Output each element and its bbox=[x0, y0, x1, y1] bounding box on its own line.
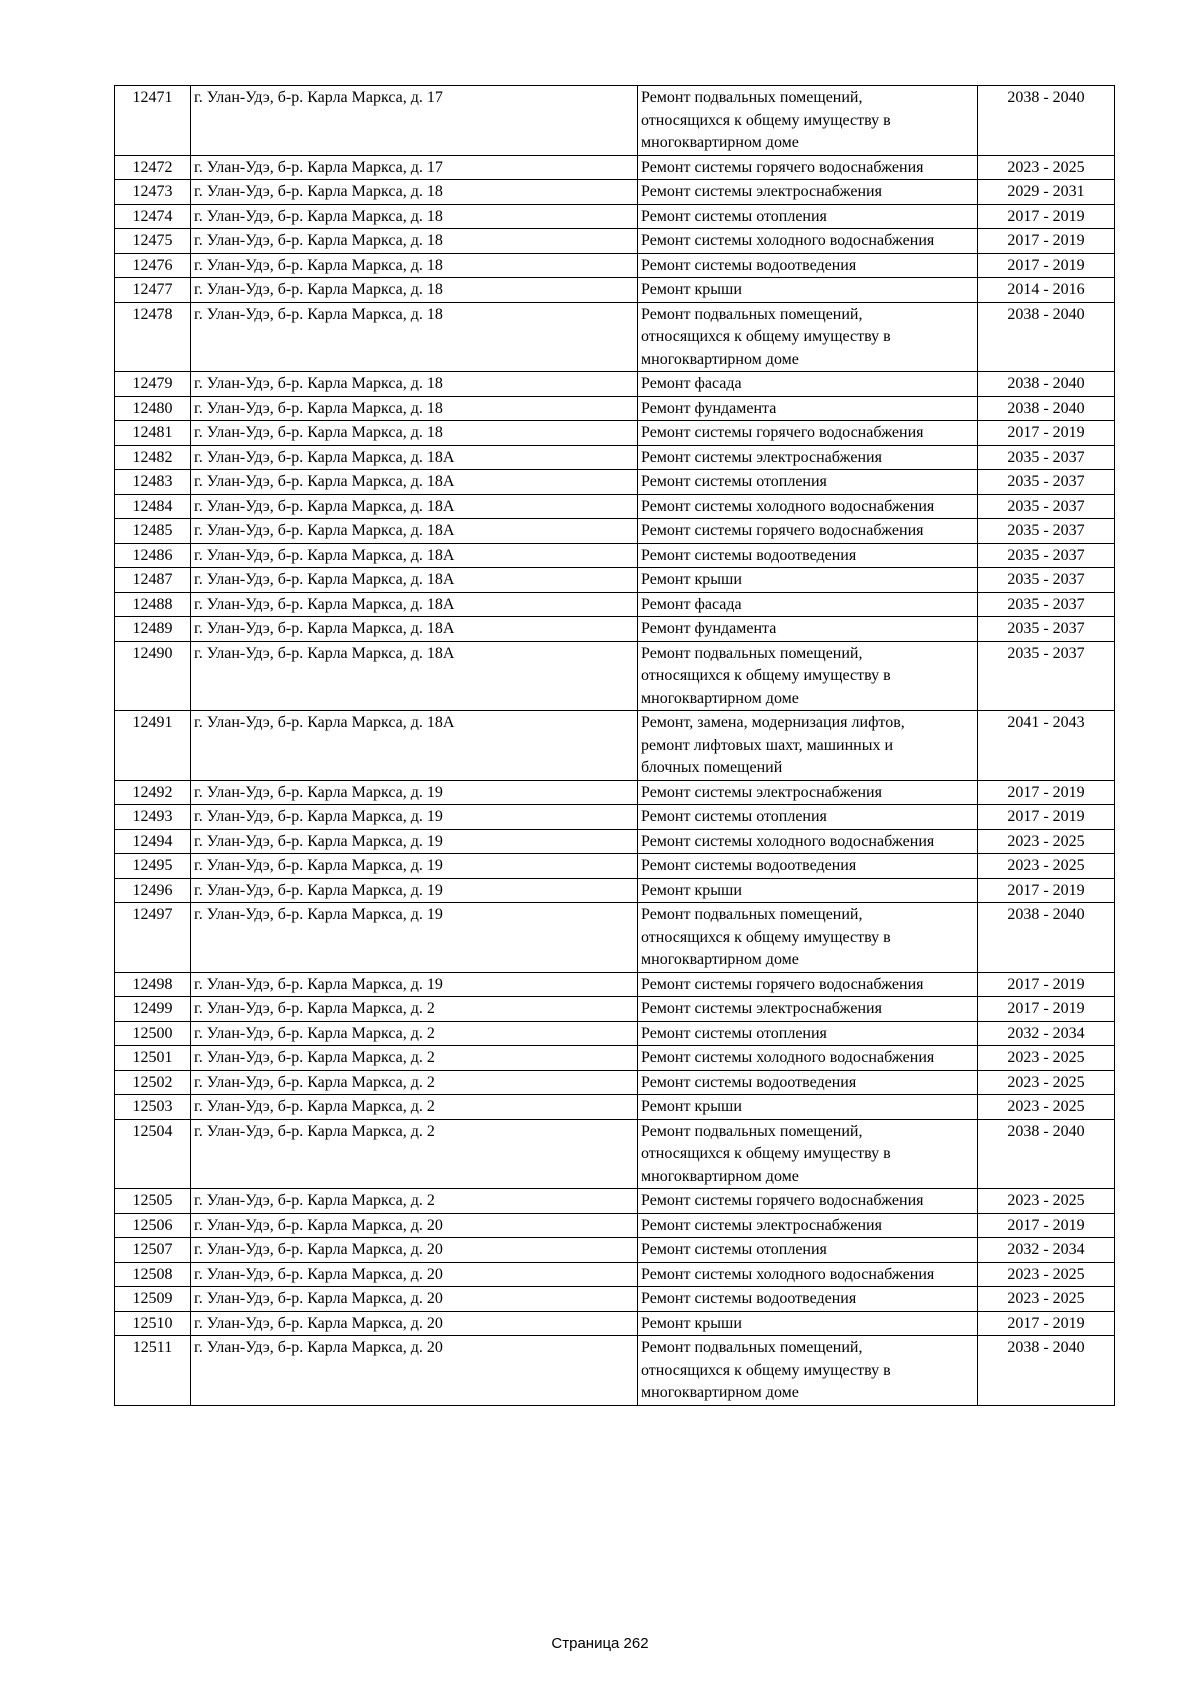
work-type-cell: Ремонт системы отопления bbox=[638, 1021, 978, 1046]
work-type-cell: Ремонт системы водоотведения bbox=[638, 253, 978, 278]
table-row bbox=[115, 1119, 1115, 1189]
row-number-cell: 12481 bbox=[115, 421, 191, 446]
table-row bbox=[115, 1095, 1115, 1120]
work-type-cell: Ремонт системы электроснабжения bbox=[638, 1213, 978, 1238]
period-cell: 2023 - 2025 bbox=[978, 829, 1115, 854]
period-cell: 2041 - 2043 bbox=[978, 711, 1115, 781]
address-cell: г. Улан-Удэ, б-р. Карла Маркса, д. 2 bbox=[191, 1119, 638, 1189]
period-cell: 2017 - 2019 bbox=[978, 1311, 1115, 1336]
table-row bbox=[115, 592, 1115, 617]
table-row bbox=[115, 470, 1115, 495]
row-number-cell: 12491 bbox=[115, 711, 191, 781]
row-number-cell: 12500 bbox=[115, 1021, 191, 1046]
work-type-cell: Ремонт системы водоотведения bbox=[638, 854, 978, 879]
period-cell: 2035 - 2037 bbox=[978, 543, 1115, 568]
work-type-cell: Ремонт подвальных помещений, относящихся к общему имуществу в многоквартирном доме bbox=[638, 641, 978, 711]
table-row bbox=[115, 421, 1115, 446]
period-cell: 2038 - 2040 bbox=[978, 1119, 1115, 1189]
period-cell: 2035 - 2037 bbox=[978, 641, 1115, 711]
address-cell: г. Улан-Удэ, б-р. Карла Маркса, д. 18 bbox=[191, 421, 638, 446]
work-type-cell: Ремонт системы электроснабжения bbox=[638, 997, 978, 1022]
table-row bbox=[115, 302, 1115, 372]
row-number-cell: 12511 bbox=[115, 1336, 191, 1406]
period-cell: 2017 - 2019 bbox=[978, 421, 1115, 446]
table-row bbox=[115, 372, 1115, 397]
row-number-cell: 12507 bbox=[115, 1238, 191, 1263]
address-cell: г. Улан-Удэ, б-р. Карла Маркса, д. 18 bbox=[191, 204, 638, 229]
table-row bbox=[115, 805, 1115, 830]
row-number-cell: 12493 bbox=[115, 805, 191, 830]
work-type-cell: Ремонт подвальных помещений, относящихся к общему имуществу в многоквартирном доме bbox=[638, 1119, 978, 1189]
period-cell: 2035 - 2037 bbox=[978, 470, 1115, 495]
address-cell: г. Улан-Удэ, б-р. Карла Маркса, д. 17 bbox=[191, 86, 638, 156]
address-cell: г. Улан-Удэ, б-р. Карла Маркса, д. 18 bbox=[191, 396, 638, 421]
row-number-cell: 12471 bbox=[115, 86, 191, 156]
address-cell: г. Улан-Удэ, б-р. Карла Маркса, д. 20 bbox=[191, 1287, 638, 1312]
table-row bbox=[115, 278, 1115, 303]
work-type-cell: Ремонт системы водоотведения bbox=[638, 543, 978, 568]
period-cell: 2017 - 2019 bbox=[978, 204, 1115, 229]
period-cell: 2023 - 2025 bbox=[978, 1046, 1115, 1071]
table-row bbox=[115, 204, 1115, 229]
table-row bbox=[115, 997, 1115, 1022]
address-cell: г. Улан-Удэ, б-р. Карла Маркса, д. 18А bbox=[191, 445, 638, 470]
address-cell: г. Улан-Удэ, б-р. Карла Маркса, д. 20 bbox=[191, 1262, 638, 1287]
period-cell: 2017 - 2019 bbox=[978, 972, 1115, 997]
table-row bbox=[115, 829, 1115, 854]
work-type-cell: Ремонт подвальных помещений, относящихся к общему имуществу в многоквартирном доме bbox=[638, 1336, 978, 1406]
work-type-cell: Ремонт системы электроснабжения bbox=[638, 445, 978, 470]
table-row bbox=[115, 1262, 1115, 1287]
table-row bbox=[115, 1238, 1115, 1263]
row-number-cell: 12473 bbox=[115, 180, 191, 205]
table-row bbox=[115, 711, 1115, 781]
table-body bbox=[115, 86, 1115, 1406]
work-type-cell: Ремонт системы электроснабжения bbox=[638, 180, 978, 205]
work-type-cell: Ремонт системы холодного водоснабжения bbox=[638, 494, 978, 519]
period-cell: 2029 - 2031 bbox=[978, 180, 1115, 205]
row-number-cell: 12495 bbox=[115, 854, 191, 879]
table-row bbox=[115, 180, 1115, 205]
row-number-cell: 12506 bbox=[115, 1213, 191, 1238]
address-cell: г. Улан-Удэ, б-р. Карла Маркса, д. 2 bbox=[191, 1189, 638, 1214]
period-cell: 2017 - 2019 bbox=[978, 997, 1115, 1022]
work-type-cell: Ремонт фасада bbox=[638, 592, 978, 617]
period-cell: 2035 - 2037 bbox=[978, 568, 1115, 593]
work-type-cell: Ремонт системы горячего водоснабжения bbox=[638, 519, 978, 544]
row-number-cell: 12487 bbox=[115, 568, 191, 593]
table-row bbox=[115, 878, 1115, 903]
address-cell: г. Улан-Удэ, б-р. Карла Маркса, д. 18А bbox=[191, 592, 638, 617]
work-type-cell: Ремонт системы холодного водоснабжения bbox=[638, 229, 978, 254]
table-row bbox=[115, 1070, 1115, 1095]
work-type-cell: Ремонт крыши bbox=[638, 1311, 978, 1336]
table-row bbox=[115, 229, 1115, 254]
work-type-cell: Ремонт системы холодного водоснабжения bbox=[638, 1046, 978, 1071]
work-type-cell: Ремонт системы горячего водоснабжения bbox=[638, 972, 978, 997]
period-cell: 2023 - 2025 bbox=[978, 1189, 1115, 1214]
table-row bbox=[115, 1046, 1115, 1071]
row-number-cell: 12483 bbox=[115, 470, 191, 495]
row-number-cell: 12486 bbox=[115, 543, 191, 568]
address-cell: г. Улан-Удэ, б-р. Карла Маркса, д. 20 bbox=[191, 1311, 638, 1336]
row-number-cell: 12482 bbox=[115, 445, 191, 470]
address-cell: г. Улан-Удэ, б-р. Карла Маркса, д. 2 bbox=[191, 1070, 638, 1095]
row-number-cell: 12503 bbox=[115, 1095, 191, 1120]
row-number-cell: 12492 bbox=[115, 780, 191, 805]
row-number-cell: 12474 bbox=[115, 204, 191, 229]
work-type-cell: Ремонт системы отопления bbox=[638, 204, 978, 229]
row-number-cell: 12502 bbox=[115, 1070, 191, 1095]
table-row bbox=[115, 543, 1115, 568]
address-cell: г. Улан-Удэ, б-р. Карла Маркса, д. 19 bbox=[191, 780, 638, 805]
address-cell: г. Улан-Удэ, б-р. Карла Маркса, д. 19 bbox=[191, 829, 638, 854]
work-type-cell: Ремонт подвальных помещений, относящихся к общему имуществу в многоквартирном доме bbox=[638, 86, 978, 156]
period-cell: 2023 - 2025 bbox=[978, 1070, 1115, 1095]
address-cell: г. Улан-Удэ, б-р. Карла Маркса, д. 18 bbox=[191, 278, 638, 303]
address-cell: г. Улан-Удэ, б-р. Карла Маркса, д. 18 bbox=[191, 372, 638, 397]
work-type-cell: Ремонт крыши bbox=[638, 278, 978, 303]
period-cell: 2023 - 2025 bbox=[978, 155, 1115, 180]
period-cell: 2017 - 2019 bbox=[978, 253, 1115, 278]
period-cell: 2035 - 2037 bbox=[978, 494, 1115, 519]
table-row bbox=[115, 1021, 1115, 1046]
address-cell: г. Улан-Удэ, б-р. Карла Маркса, д. 2 bbox=[191, 1021, 638, 1046]
period-cell: 2038 - 2040 bbox=[978, 396, 1115, 421]
table-row bbox=[115, 519, 1115, 544]
row-number-cell: 12479 bbox=[115, 372, 191, 397]
address-cell: г. Улан-Удэ, б-р. Карла Маркса, д. 18А bbox=[191, 470, 638, 495]
work-type-cell: Ремонт системы отопления bbox=[638, 805, 978, 830]
table-row bbox=[115, 641, 1115, 711]
row-number-cell: 12472 bbox=[115, 155, 191, 180]
address-cell: г. Улан-Удэ, б-р. Карла Маркса, д. 18А bbox=[191, 617, 638, 642]
work-type-cell: Ремонт системы горячего водоснабжения bbox=[638, 1189, 978, 1214]
table-row bbox=[115, 1213, 1115, 1238]
page-number: Страница 262 bbox=[551, 1635, 649, 1652]
address-cell: г. Улан-Удэ, б-р. Карла Маркса, д. 2 bbox=[191, 997, 638, 1022]
address-cell: г. Улан-Удэ, б-р. Карла Маркса, д. 2 bbox=[191, 1095, 638, 1120]
table-row bbox=[115, 253, 1115, 278]
address-cell: г. Улан-Удэ, б-р. Карла Маркса, д. 20 bbox=[191, 1336, 638, 1406]
period-cell: 2023 - 2025 bbox=[978, 854, 1115, 879]
row-number-cell: 12508 bbox=[115, 1262, 191, 1287]
work-type-cell: Ремонт крыши bbox=[638, 878, 978, 903]
row-number-cell: 12504 bbox=[115, 1119, 191, 1189]
period-cell: 2023 - 2025 bbox=[978, 1262, 1115, 1287]
table-row bbox=[115, 445, 1115, 470]
table-row bbox=[115, 396, 1115, 421]
row-number-cell: 12510 bbox=[115, 1311, 191, 1336]
row-number-cell: 12484 bbox=[115, 494, 191, 519]
work-type-cell: Ремонт системы горячего водоснабжения bbox=[638, 421, 978, 446]
period-cell: 2038 - 2040 bbox=[978, 86, 1115, 156]
work-type-cell: Ремонт фундамента bbox=[638, 617, 978, 642]
period-cell: 2023 - 2025 bbox=[978, 1095, 1115, 1120]
row-number-cell: 12488 bbox=[115, 592, 191, 617]
address-cell: г. Улан-Удэ, б-р. Карла Маркса, д. 18 bbox=[191, 253, 638, 278]
table-row bbox=[115, 1287, 1115, 1312]
address-cell: г. Улан-Удэ, б-р. Карла Маркса, д. 17 bbox=[191, 155, 638, 180]
period-cell: 2017 - 2019 bbox=[978, 805, 1115, 830]
row-number-cell: 12498 bbox=[115, 972, 191, 997]
row-number-cell: 12496 bbox=[115, 878, 191, 903]
address-cell: г. Улан-Удэ, б-р. Карла Маркса, д. 18 bbox=[191, 180, 638, 205]
address-cell: г. Улан-Удэ, б-р. Карла Маркса, д. 20 bbox=[191, 1213, 638, 1238]
period-cell: 2038 - 2040 bbox=[978, 1336, 1115, 1406]
work-type-cell: Ремонт системы отопления bbox=[638, 470, 978, 495]
address-cell: г. Улан-Удэ, б-р. Карла Маркса, д. 19 bbox=[191, 854, 638, 879]
row-number-cell: 12505 bbox=[115, 1189, 191, 1214]
address-cell: г. Улан-Удэ, б-р. Карла Маркса, д. 18А bbox=[191, 711, 638, 781]
row-number-cell: 12499 bbox=[115, 997, 191, 1022]
row-number-cell: 12477 bbox=[115, 278, 191, 303]
row-number-cell: 12485 bbox=[115, 519, 191, 544]
work-type-cell: Ремонт системы холодного водоснабжения bbox=[638, 829, 978, 854]
address-cell: г. Улан-Удэ, б-р. Карла Маркса, д. 18 bbox=[191, 229, 638, 254]
address-cell: г. Улан-Удэ, б-р. Карла Маркса, д. 18А bbox=[191, 494, 638, 519]
period-cell: 2023 - 2025 bbox=[978, 1287, 1115, 1312]
period-cell: 2014 - 2016 bbox=[978, 278, 1115, 303]
table-row bbox=[115, 568, 1115, 593]
table-row bbox=[115, 494, 1115, 519]
address-cell: г. Улан-Удэ, б-р. Карла Маркса, д. 19 bbox=[191, 878, 638, 903]
table-row bbox=[115, 1311, 1115, 1336]
period-cell: 2032 - 2034 bbox=[978, 1021, 1115, 1046]
period-cell: 2017 - 2019 bbox=[978, 229, 1115, 254]
work-type-cell: Ремонт фасада bbox=[638, 372, 978, 397]
period-cell: 2017 - 2019 bbox=[978, 878, 1115, 903]
work-type-cell: Ремонт подвальных помещений, относящихся к общему имуществу в многоквартирном доме bbox=[638, 903, 978, 973]
row-number-cell: 12490 bbox=[115, 641, 191, 711]
table-row bbox=[115, 1189, 1115, 1214]
work-type-cell: Ремонт системы водоотведения bbox=[638, 1287, 978, 1312]
work-type-cell: Ремонт подвальных помещений, относящихся к общему имуществу в многоквартирном доме bbox=[638, 302, 978, 372]
work-type-cell: Ремонт крыши bbox=[638, 1095, 978, 1120]
work-type-cell: Ремонт, замена, модернизация лифтов, ремонт лифтовых шахт, машинных и блочных помещений bbox=[638, 711, 978, 781]
capital-repair-table bbox=[114, 85, 1115, 1406]
address-cell: г. Улан-Удэ, б-р. Карла Маркса, д. 20 bbox=[191, 1238, 638, 1263]
work-type-cell: Ремонт системы водоотведения bbox=[638, 1070, 978, 1095]
address-cell: г. Улан-Удэ, б-р. Карла Маркса, д. 18А bbox=[191, 568, 638, 593]
period-cell: 2035 - 2037 bbox=[978, 617, 1115, 642]
period-cell: 2038 - 2040 bbox=[978, 372, 1115, 397]
row-number-cell: 12475 bbox=[115, 229, 191, 254]
work-type-cell: Ремонт системы электроснабжения bbox=[638, 780, 978, 805]
address-cell: г. Улан-Удэ, б-р. Карла Маркса, д. 19 bbox=[191, 972, 638, 997]
period-cell: 2035 - 2037 bbox=[978, 519, 1115, 544]
row-number-cell: 12478 bbox=[115, 302, 191, 372]
period-cell: 2035 - 2037 bbox=[978, 445, 1115, 470]
address-cell: г. Улан-Удэ, б-р. Карла Маркса, д. 18А bbox=[191, 641, 638, 711]
row-number-cell: 12509 bbox=[115, 1287, 191, 1312]
row-number-cell: 12480 bbox=[115, 396, 191, 421]
address-cell: г. Улан-Удэ, б-р. Карла Маркса, д. 19 bbox=[191, 903, 638, 973]
table-row bbox=[115, 86, 1115, 156]
period-cell: 2038 - 2040 bbox=[978, 302, 1115, 372]
address-cell: г. Улан-Удэ, б-р. Карла Маркса, д. 18А bbox=[191, 519, 638, 544]
row-number-cell: 12494 bbox=[115, 829, 191, 854]
table-row bbox=[115, 617, 1115, 642]
row-number-cell: 12489 bbox=[115, 617, 191, 642]
work-type-cell: Ремонт системы отопления bbox=[638, 1238, 978, 1263]
address-cell: г. Улан-Удэ, б-р. Карла Маркса, д. 2 bbox=[191, 1046, 638, 1071]
address-cell: г. Улан-Удэ, б-р. Карла Маркса, д. 19 bbox=[191, 805, 638, 830]
work-type-cell: Ремонт фундамента bbox=[638, 396, 978, 421]
row-number-cell: 12476 bbox=[115, 253, 191, 278]
table-row bbox=[115, 854, 1115, 879]
period-cell: 2032 - 2034 bbox=[978, 1238, 1115, 1263]
work-type-cell: Ремонт системы холодного водоснабжения bbox=[638, 1262, 978, 1287]
period-cell: 2038 - 2040 bbox=[978, 903, 1115, 973]
address-cell: г. Улан-Удэ, б-р. Карла Маркса, д. 18А bbox=[191, 543, 638, 568]
period-cell: 2017 - 2019 bbox=[978, 1213, 1115, 1238]
table-row bbox=[115, 972, 1115, 997]
address-cell: г. Улан-Удэ, б-р. Карла Маркса, д. 18 bbox=[191, 302, 638, 372]
table-row bbox=[115, 780, 1115, 805]
work-type-cell: Ремонт крыши bbox=[638, 568, 978, 593]
row-number-cell: 12501 bbox=[115, 1046, 191, 1071]
row-number-cell: 12497 bbox=[115, 903, 191, 973]
period-cell: 2035 - 2037 bbox=[978, 592, 1115, 617]
work-type-cell: Ремонт системы горячего водоснабжения bbox=[638, 155, 978, 180]
table-row bbox=[115, 155, 1115, 180]
table-row bbox=[115, 1336, 1115, 1406]
period-cell: 2017 - 2019 bbox=[978, 780, 1115, 805]
table-row bbox=[115, 903, 1115, 973]
